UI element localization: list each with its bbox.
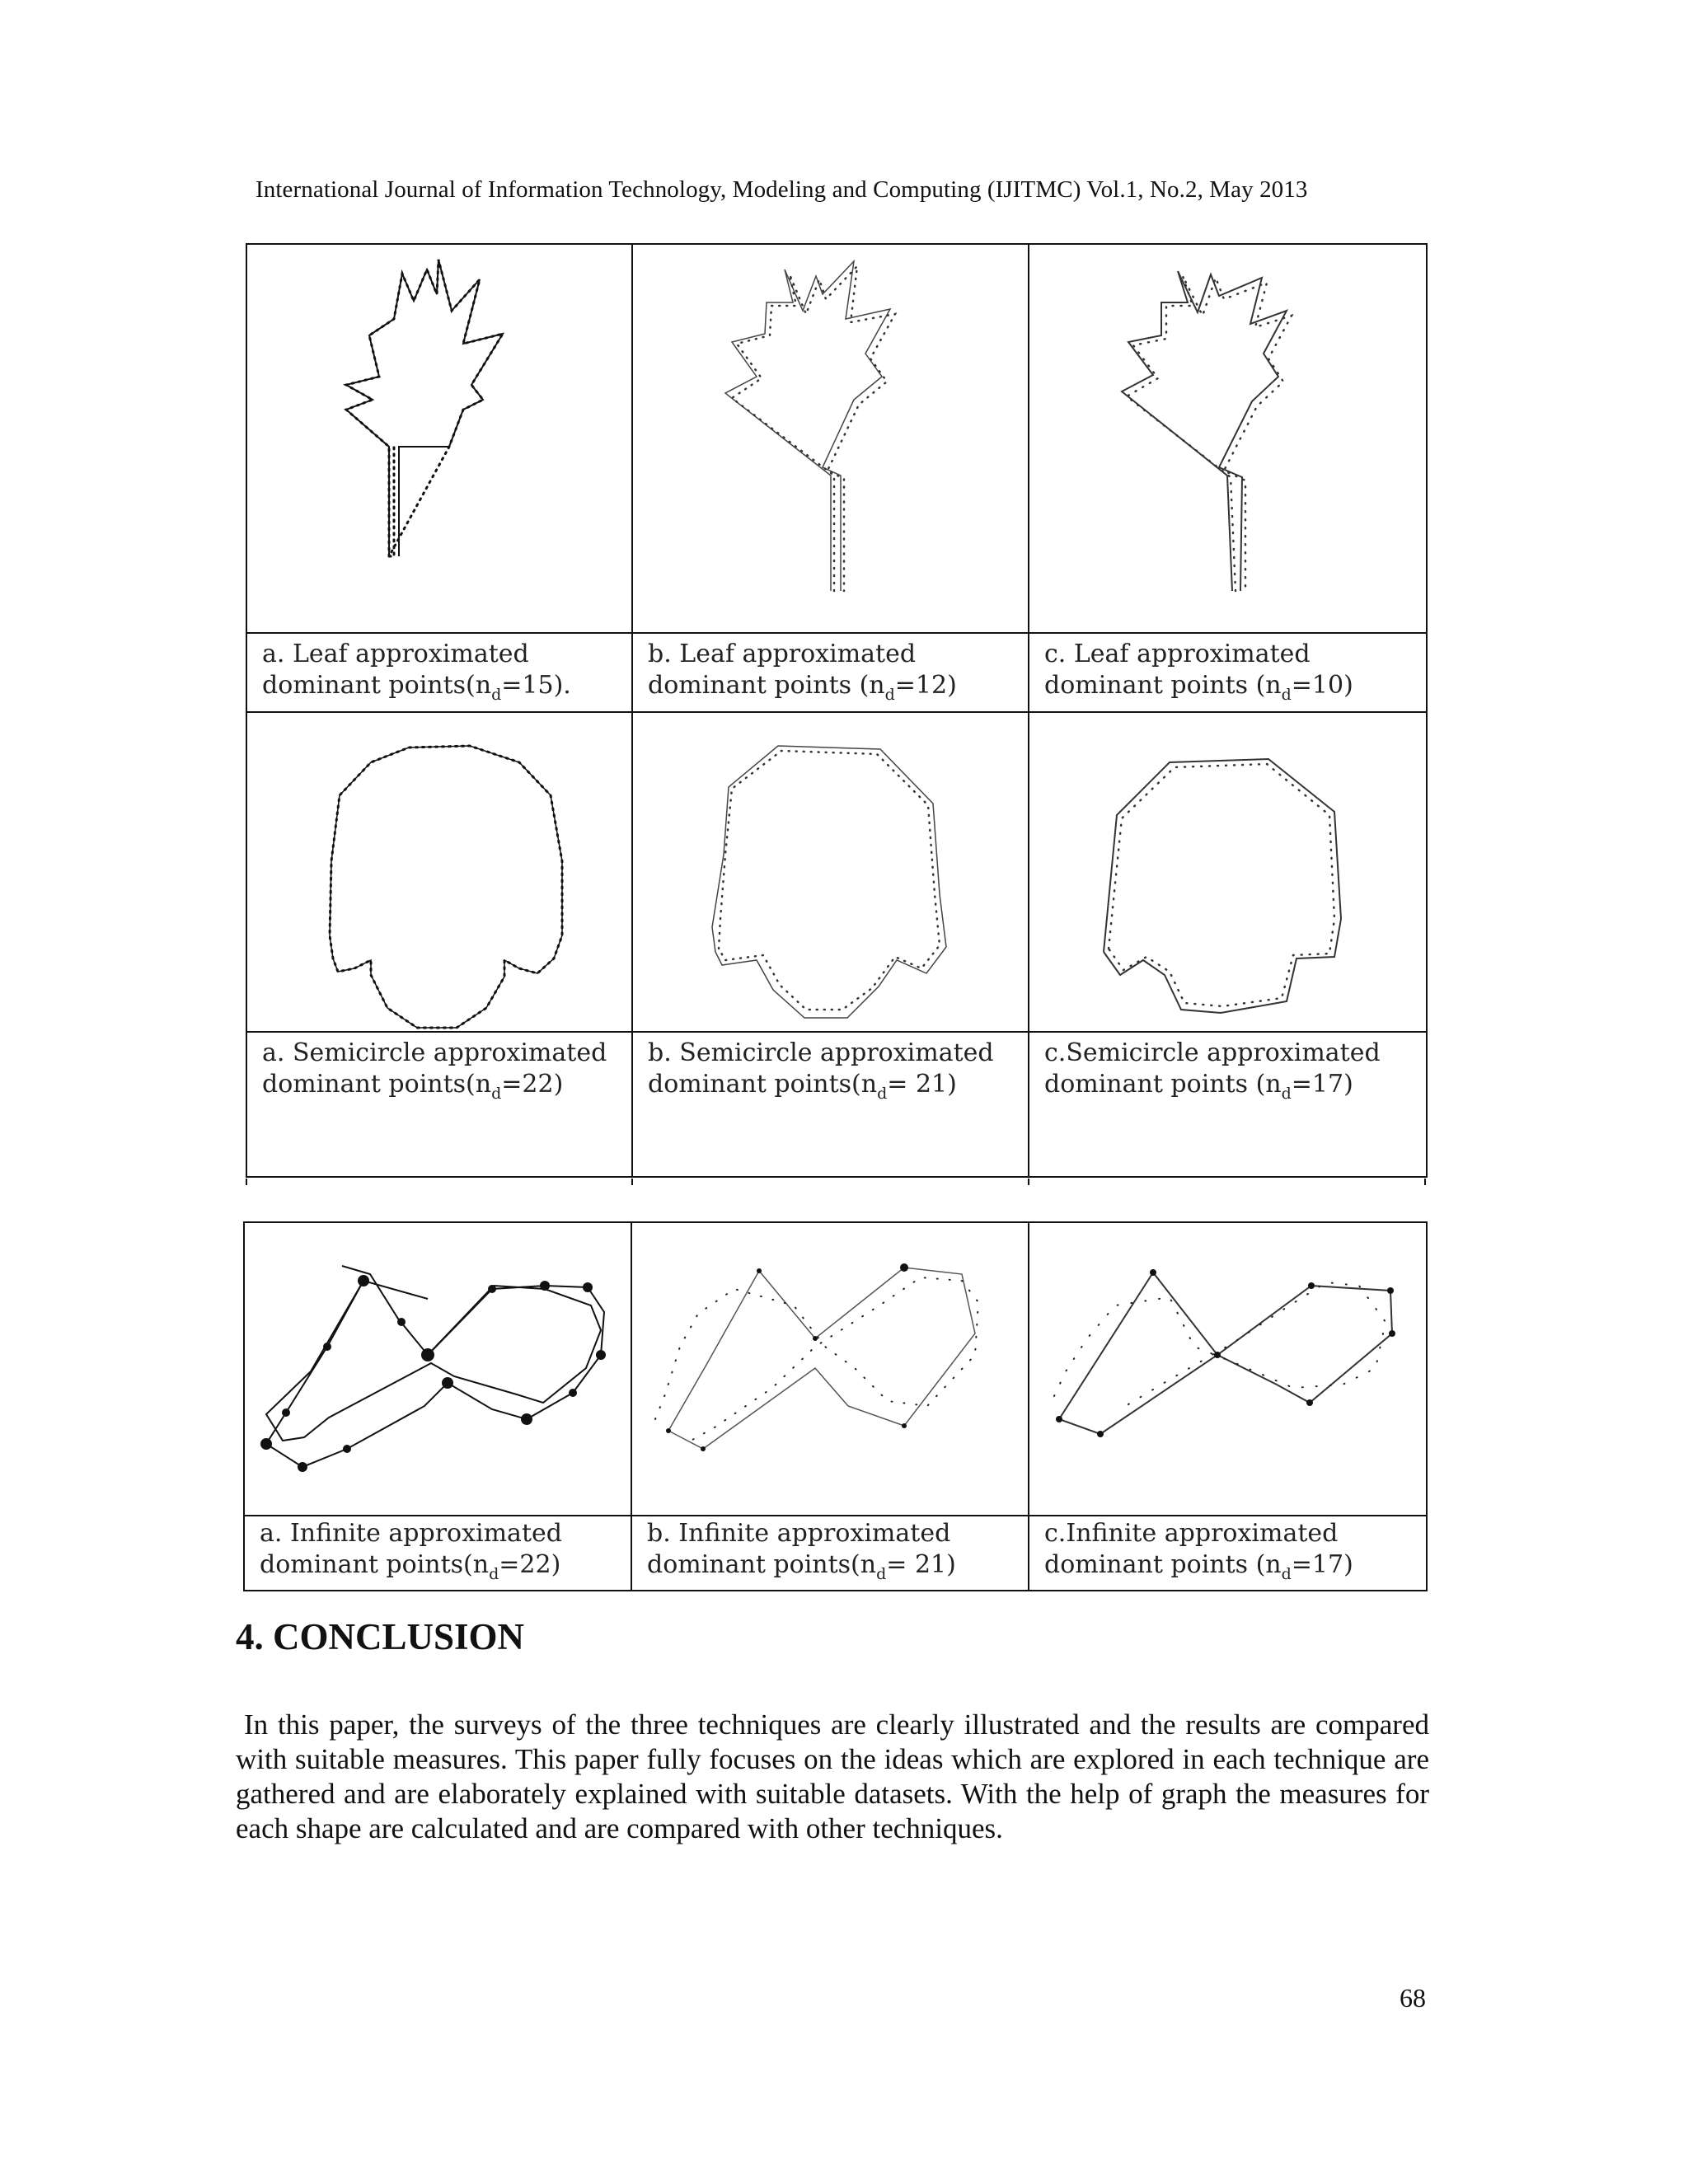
table-cut-tick [246,1179,247,1185]
caption-text: =12) [894,671,957,700]
caption-semicircle-a [246,1032,632,1177]
figure-table-bottom [243,1221,1428,1591]
caption-text: dominant points(n [647,1550,877,1579]
caption-leaf-a [246,633,632,712]
caption-text: dominant points(n [260,1550,490,1579]
caption-text: dominant points (n [1044,671,1282,700]
leaf-image-c [1029,244,1427,633]
figure-table-top [246,243,1428,1178]
table-cut-tick [1424,1179,1426,1185]
page-number: 68 [1400,1983,1426,2013]
semicircle-image-b [632,712,1029,1032]
caption-subscript: d [877,1085,888,1103]
caption-text: =22) [499,1550,561,1579]
section-heading: 4. CONCLUSION [236,1616,525,1657]
caption-text: =22) [501,1070,564,1099]
infinite-image-a [244,1222,631,1516]
caption-subscript: d [1281,1085,1292,1103]
caption-text: = 21) [887,1070,957,1099]
caption-line: a. Semicircle approximated [262,1038,607,1067]
caption-infinite-b [631,1516,1029,1591]
semicircle-image-c [1029,712,1427,1032]
caption-line: c.Infinite approximated [1044,1519,1339,1548]
infinite-image-c [1029,1222,1427,1516]
semicircle-image-a [246,712,632,1032]
table-cut-tick [631,1179,633,1185]
conclusion-paragraph: In this paper, the surveys of the three techniques are clearly illustrated and the results are compared with suitable measures. This paper fully focuses on the ideas which are explored in each technique are gathered and are elaborately explained with suitable datasets. With the help of graph the measures for each shape are calculated and are compared with other techniques. [236,1708,1429,1844]
caption-text: dominant points(n [262,1070,492,1099]
caption-text: =15). [501,671,571,700]
caption-infinite-c [1029,1516,1427,1591]
caption-line: b. Leaf approximated [648,640,917,668]
caption-semicircle-c [1029,1032,1427,1177]
caption-subscript: d [1281,686,1292,704]
table-cut-tick [1028,1179,1029,1185]
caption-subscript: d [884,686,895,704]
caption-text: =10) [1291,671,1353,700]
caption-text: = 21) [886,1550,956,1579]
leaf-image-b [632,244,1029,633]
caption-leaf-c [1029,633,1427,712]
caption-infinite-a [244,1516,631,1591]
caption-text: =17) [1291,1550,1353,1579]
caption-semicircle-b [632,1032,1029,1177]
caption-text: dominant points(n [648,1070,878,1099]
caption-line: c.Semicircle approximated [1044,1038,1381,1067]
caption-subscript: d [491,1085,502,1103]
caption-text: dominant points (n [1044,1550,1282,1579]
journal-header: International Journal of Information Technology, Modeling and Computing (IJITMC) Vol.1, No.2, May 2013 [256,176,1308,203]
caption-text: dominant points (n [1044,1070,1282,1099]
caption-subscript: d [1281,1565,1292,1583]
caption-subscript: d [489,1565,499,1583]
caption-leaf-b [632,633,1029,712]
infinite-image-b [631,1222,1029,1516]
caption-subscript: d [876,1565,887,1583]
caption-line: c. Leaf approximated [1044,640,1311,668]
caption-line: b. Infinite approximated [647,1519,951,1548]
caption-text: dominant points(n [262,671,492,700]
caption-line: a. Leaf approximated [262,640,529,668]
caption-line: a. Infinite approximated [260,1519,562,1548]
caption-line: b. Semicircle approximated [648,1038,994,1067]
caption-text: dominant points (n [648,671,885,700]
caption-subscript: d [491,686,502,704]
leaf-image-a [246,244,632,633]
caption-text: =17) [1291,1070,1353,1099]
